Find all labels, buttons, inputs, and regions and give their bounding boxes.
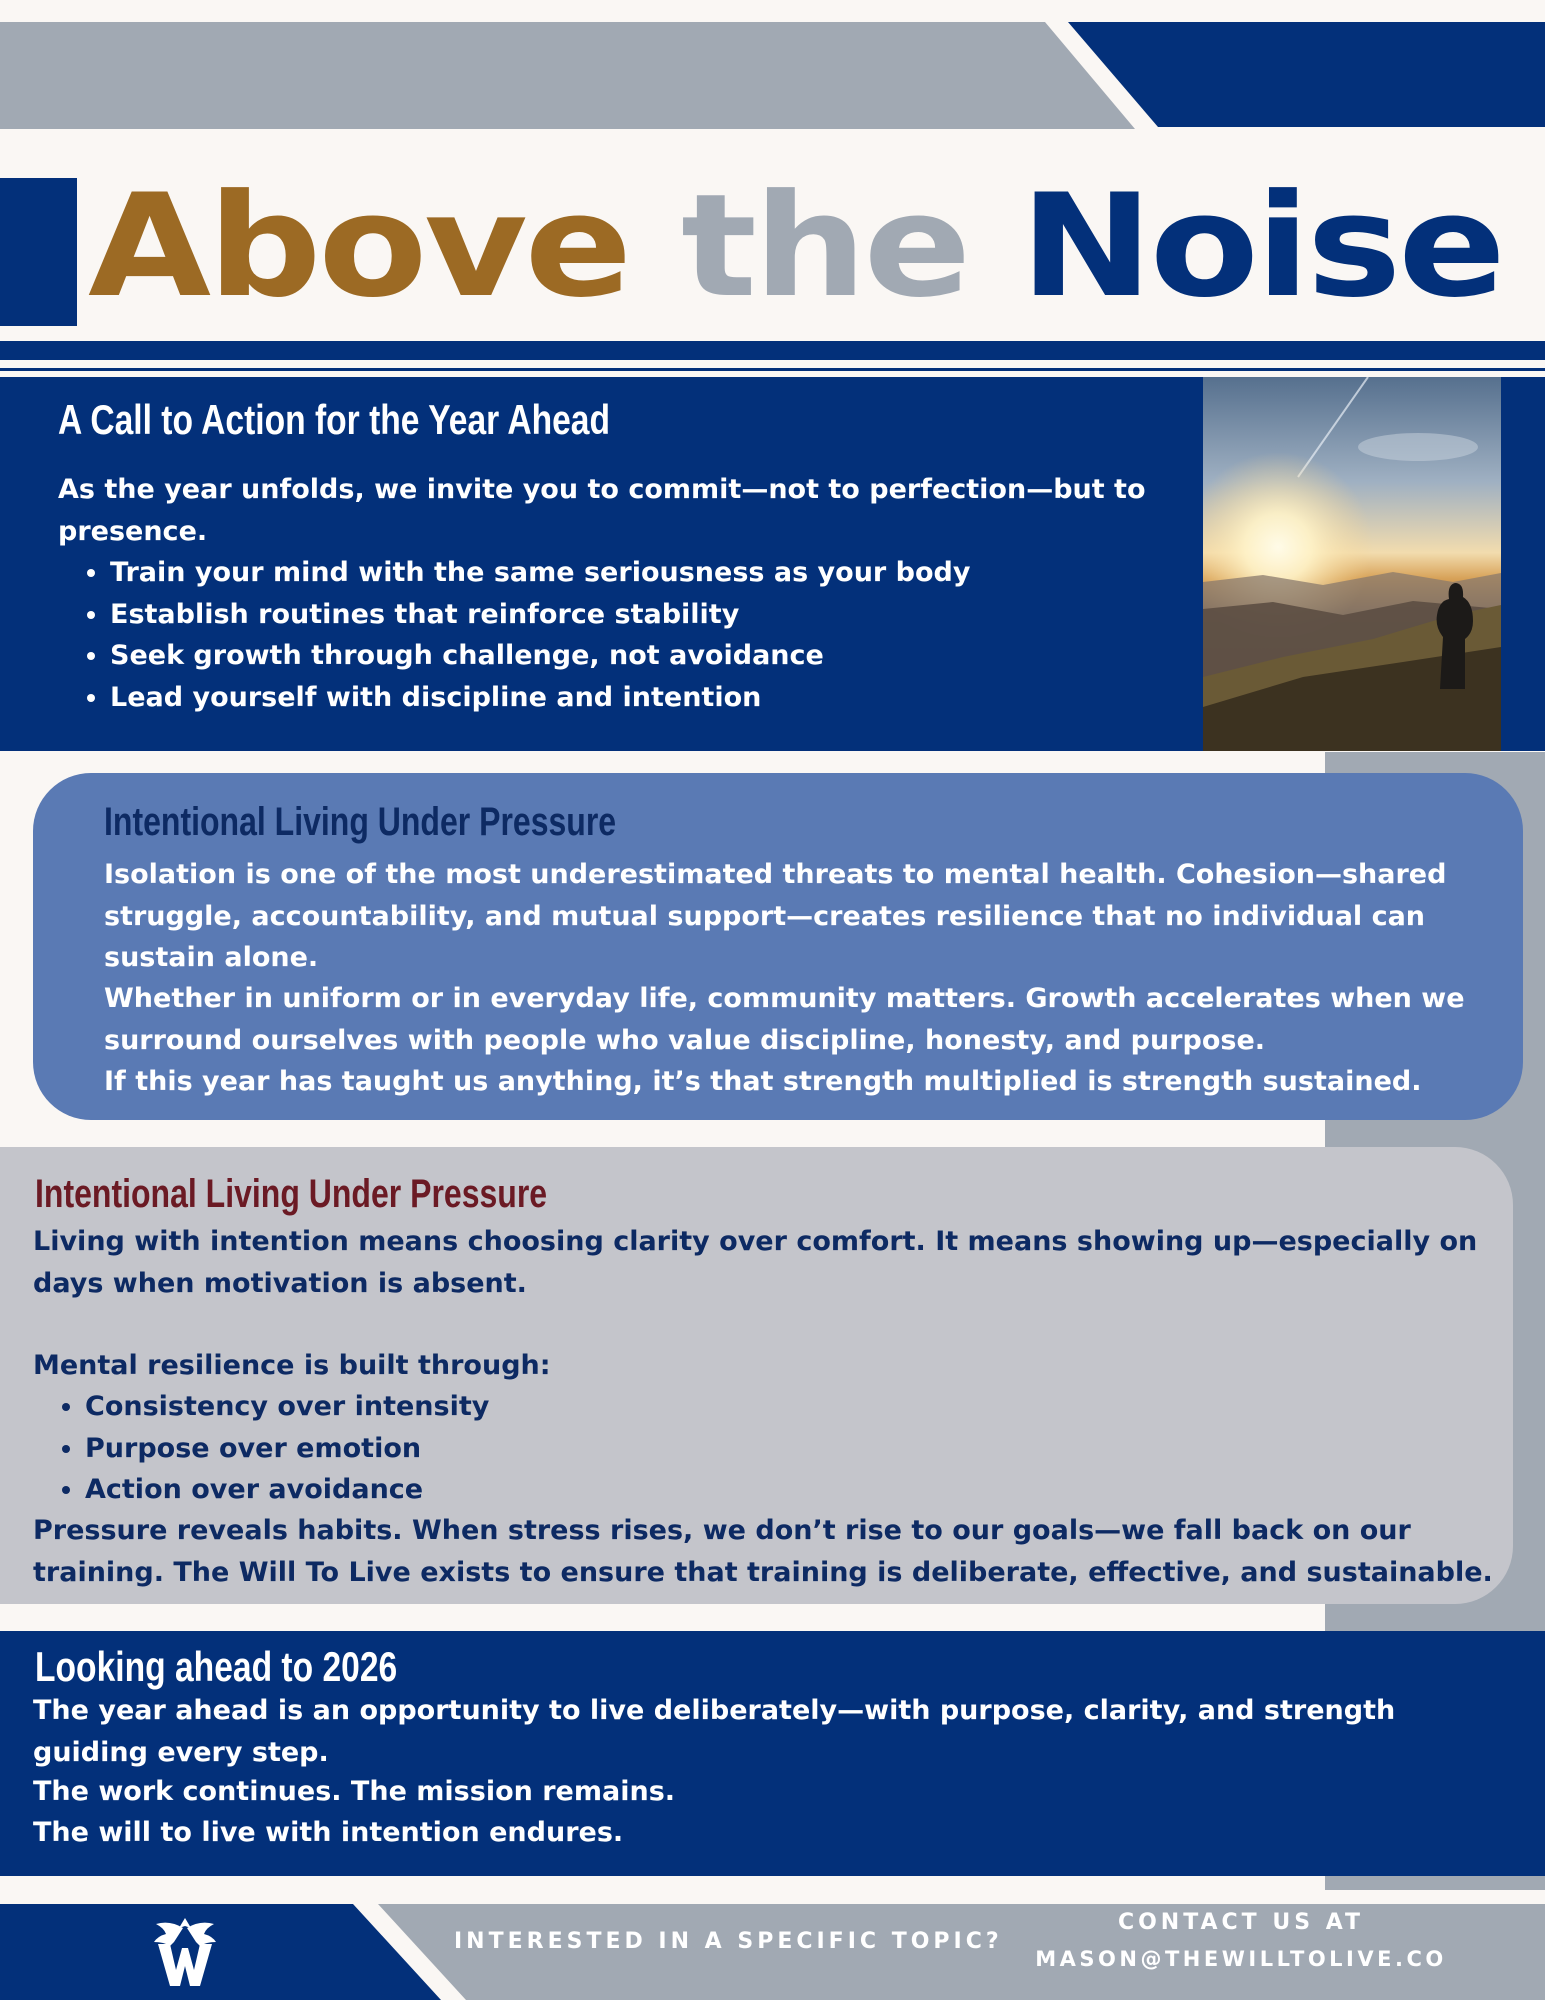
list-item: • Purpose over emotion	[85, 1428, 1485, 1470]
community-paragraph: Isolation is one of the most underestimated threats to mental health. Cohesion—shared struggle, accountability, and mutual support—creates resilience that no individual can sustain alone.	[104, 859, 1447, 973]
title-rule-thick	[0, 341, 1545, 360]
page-title	[88, 162, 1503, 332]
list-item: • Consistency over intensity	[85, 1386, 1485, 1428]
looking-ahead-line: The year ahead is an opportunity to live deliberately—with purpose, clarity, and strength guiding every step.	[33, 1695, 1396, 1768]
sunset-mountain-photo	[1203, 377, 1501, 751]
resilience-intro: Living with intention means choosing clarity over comfort. It means showing up—especially on days when motivation is absent.	[33, 1226, 1478, 1299]
list-item: • Seek growth through challenge, not avoidance	[110, 635, 1220, 677]
looking-ahead-line: The work continues. The mission remains.	[33, 1776, 676, 1807]
list-item: • Action over avoidance	[85, 1469, 1485, 1511]
photo-illustration	[1203, 377, 1501, 751]
winged-w-logo-icon	[150, 1914, 220, 1990]
footer-contact-email[interactable]: MASON@THEWILLTOLIVE.CO	[1035, 1947, 1447, 1971]
community-paragraph: Whether in uniform or in everyday life, community matters. Growth accelerates when we surround ourselves with people who value discipline, honesty, and purpose.	[104, 983, 1465, 1056]
title-word-the: the	[680, 164, 968, 329]
title-word-noise: Noise	[1019, 164, 1503, 329]
list-item: • Establish routines that reinforce stability	[110, 594, 1220, 636]
resilience-list	[33, 1386, 1485, 1511]
resilience-closing: Pressure reveals habits. When stress rises, we don’t rise to our goals—we fall back on our training. The Will To Live exists to ensure that training is deliberate, effective, and sustainable.	[33, 1515, 1493, 1588]
community-paragraph: If this year has taught us anything, it’s that strength multiplied is strength sustained.	[104, 1066, 1422, 1097]
looking-ahead-line: The will to live with intention endures.	[33, 1817, 624, 1848]
call-to-action-heading: A Call to Action for the Year Ahead	[58, 396, 611, 443]
footer-contact-label: CONTACT US AT	[1117, 1910, 1365, 1935]
community-section	[33, 773, 1523, 1120]
call-to-action-list	[58, 552, 1220, 718]
footer-topic-prompt: INTERESTED IN A SPECIFIC TOPIC?	[454, 1929, 1003, 1954]
title-rule-thin	[0, 368, 1545, 371]
title-accent-block	[0, 178, 77, 326]
resilience-section	[0, 1147, 1513, 1604]
call-to-action-intro: As the year unfolds, we invite you to commit—not to perfection—but to presence.	[58, 474, 1146, 547]
looking-ahead-section	[0, 1631, 1545, 1876]
community-heading: Intentional Living Under Pressure	[104, 800, 617, 844]
looking-ahead-heading: Looking ahead to 2026	[35, 1643, 398, 1690]
list-item: • Lead yourself with discipline and intention	[110, 677, 1220, 719]
title-word-above: Above	[88, 164, 629, 329]
list-item: • Train your mind with the same seriousness as your body	[110, 552, 1220, 594]
resilience-list-lead: Mental resilience is built through:	[33, 1350, 551, 1381]
resilience-heading: Intentional Living Under Pressure	[35, 1172, 548, 1216]
